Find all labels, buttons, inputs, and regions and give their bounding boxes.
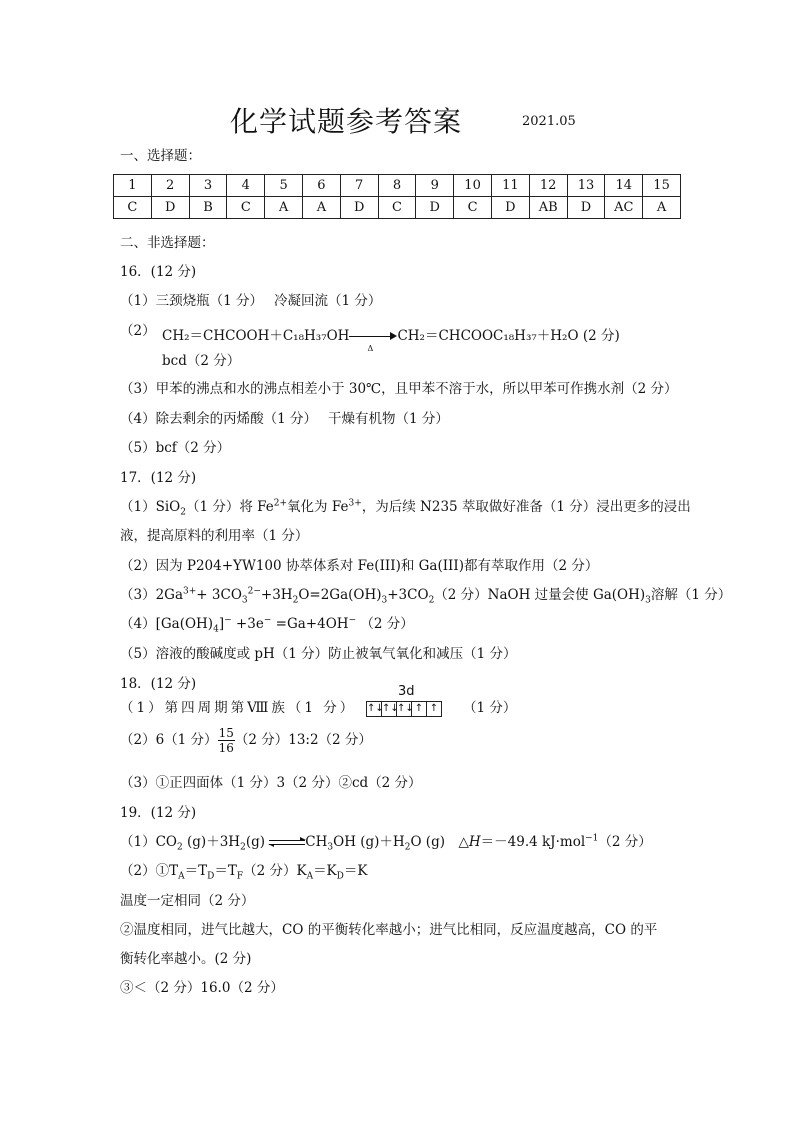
table-cell: 10 [454,175,492,197]
answer-table [113,174,681,219]
heat-condition: Δ [367,343,374,353]
table-cell: D [491,197,529,219]
q17-heading: 17．(12 分) [120,470,197,486]
table-cell: 8 [378,175,416,197]
table-cell: C [378,197,416,219]
q19-part2-b: ②温度相同，进气比越大，CO 的平衡转化率越小；进气比相同，反应温度越高，CO 的平 [120,922,658,938]
equation-right: CH₂＝CHCOOC₁₈H₃₇＋H₂O (2 分) [397,328,620,344]
table-cell: 1 [114,175,152,197]
exam-date: 2021.05 [522,114,576,129]
section2-heading: 二、非选择题： [120,235,215,251]
q16-heading: 16．(12 分) [120,264,197,280]
orbital-box: ↑↓ [367,703,384,714]
q16-part1: （1）三颈烧瓶（1 分） 冷凝回流（1 分） [120,293,382,309]
q18-part2: （2）6（1 分） $\frac{15}{16}$ （2 分）13:2（2 分） [120,726,372,755]
q16-part2-label: （2） [120,323,156,339]
q17-part4: $(4)[Ga(OH)_4]^- +3e^- =Ga+4OH^-$ （2 分） [120,615,414,635]
table-cell: 6 [302,175,340,197]
q18-part1-score: （1 分） [463,700,517,716]
q17-part5: （5）溶液的酸碱度或 pH（1 分）防止被氧气氧化和减压（1 分） [120,646,517,662]
q19-part2-c: ③＜（2 分）16.0（2 分） [120,980,284,996]
q16-part2-b: bcd（2 分） [162,353,241,369]
q18-heading: 18．(12 分) [120,676,197,692]
table-row-answers [114,197,681,219]
table-cell: AC [605,197,643,219]
table-cell: C [114,197,152,219]
table-cell: 12 [529,175,567,197]
q19-part2-b-line2: 衡转化率越小。(2 分) [120,951,252,967]
table-cell: A [643,197,681,219]
orbital-box: ↑↓ [397,703,414,714]
table-cell: 9 [416,175,454,197]
q16-equation [162,327,620,353]
q17-part2: （2）因为 P204+YW100 协萃体系对 Fe(III)和 Ga(III)都有萃取作用（2 分） [120,558,599,574]
table-cell: C [227,197,265,219]
q18-part3: （3）①正四面体（1 分）3（2 分）②cd（2 分） [120,775,422,791]
q17-part1-line2: 液，提高原料的利用率（1 分） [120,528,309,544]
table-cell: 2 [151,175,189,197]
orbital-box: ↑ [426,702,441,716]
q18-part1: （1）第四周期第Ⅷ族（1 分） [120,700,357,716]
q19-part1: $(1)CO_2$ $(g)+3H_2(g)$ $CH_3OH$ $(g)+H_2O$ (g) △H＝－49.4 kJ·mol$^{-1}$（2 分） [120,833,652,853]
q17-part1: （1）SiO$_2$（1 分）将 $Fe^{2+}$氧化为 $Fe^{3+}$，为后续 N235 萃取做好准备（1 分）浸出更多的浸出 [120,498,691,518]
table-cell: 14 [605,175,643,197]
section1-heading: 一、选择题： [120,148,201,164]
equilibrium-arrow [269,838,305,848]
table-cell: D [567,197,605,219]
table-cell: 13 [567,175,605,197]
table-cell: 3 [189,175,227,197]
equation-left: CH₂＝CHCOOH＋C₁₈H₃₇OH [162,328,350,344]
q19-heading: 19．(12 分) [120,805,197,821]
fraction: $\frac{15}{16}$ [218,726,234,755]
q16-part5: （5）bcf（2 分） [120,440,231,456]
q19-part2: $(2)①T_A=T_D=T_F(2$ 分）$K_A=K_D=K$ [120,863,368,882]
table-cell: AB [529,197,567,219]
table-cell: B [189,197,227,219]
table-cell: D [416,197,454,219]
q16-part4: （4）除去剩余的丙烯酸（1 分） 干燥有机物（1 分） [120,411,449,427]
table-row-numbers [114,175,681,197]
table-cell: C [454,197,492,219]
table-cell: 11 [491,175,529,197]
q16-part3: （3）甲苯的沸点和水的沸点相差小于 30℃，且甲苯不溶于水，所以甲苯可作携水剂（2 分） [120,381,678,397]
table-cell: D [340,197,378,219]
q19-part2-line2: 温度一定相同（2 分） [120,893,255,909]
table-cell: 15 [643,175,681,197]
orbital-box: ↑↓ [382,703,399,714]
orbital-box: ↑ [411,702,426,716]
table-cell: D [151,197,189,219]
reaction-arrow [349,331,397,353]
page-title: 化学试题参考答案 [230,105,463,138]
orbital-diagram [366,701,442,717]
table-cell: 5 [265,175,303,197]
table-cell: 4 [227,175,265,197]
q17-part3: $(3)2Ga^{3+}+ 3CO_3^{2-}+3H_2O=2Ga(OH)_3+3CO_2(2$ 分）NaOH 过量会使 $Ga(OH)_3$溶解（1 分） [120,586,732,606]
orbital-label: 3d [398,684,415,699]
table-cell: 7 [340,175,378,197]
table-cell: A [302,197,340,219]
table-cell: A [265,197,303,219]
